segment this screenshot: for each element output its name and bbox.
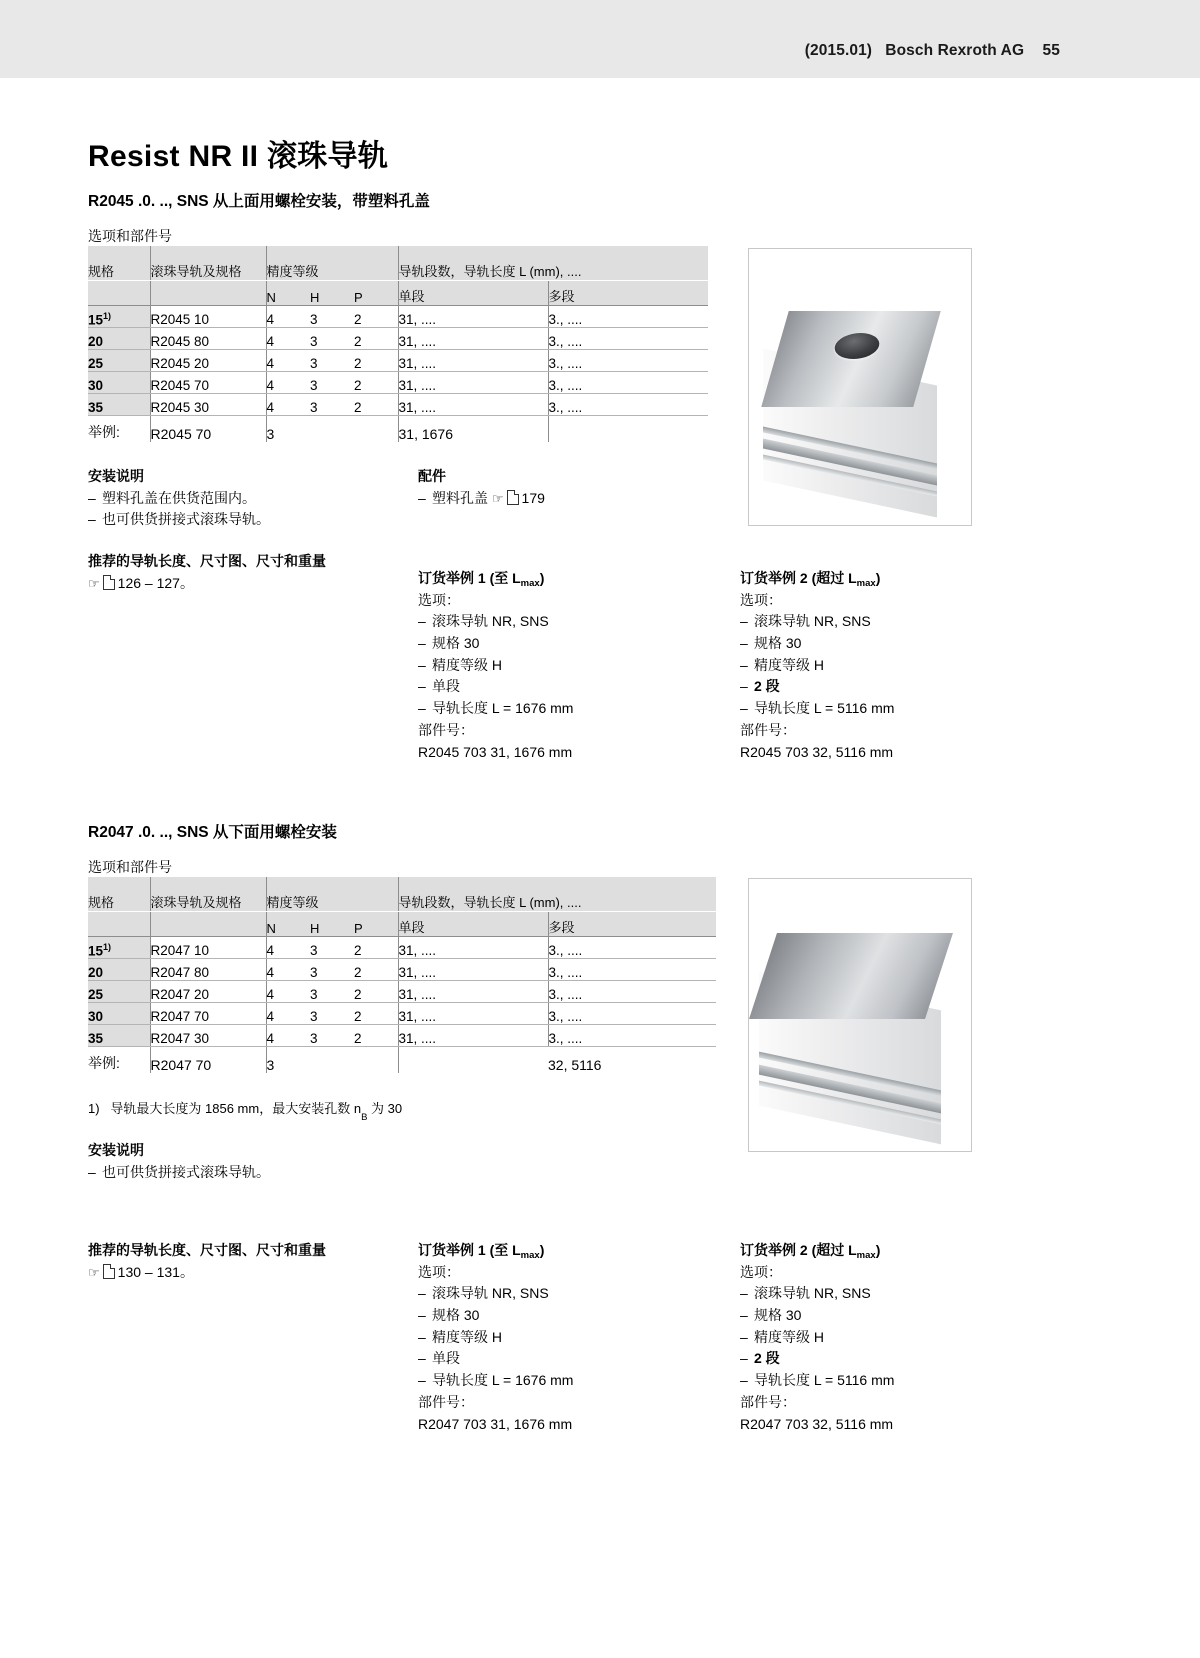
table-header-row bbox=[88, 877, 716, 912]
table-row bbox=[88, 937, 716, 959]
cell-size: 25 bbox=[88, 350, 150, 372]
order-option-item: – 2 段 bbox=[740, 678, 780, 695]
cell-part: R2045 10 bbox=[150, 306, 266, 328]
order-option-item: – 规格 30 bbox=[418, 635, 480, 652]
cell-h: 3 bbox=[310, 1003, 354, 1025]
order-option-item: – 精度等级 H bbox=[418, 1328, 502, 1345]
cell-p: 2 bbox=[354, 937, 398, 959]
footnote-subscript: B bbox=[361, 1111, 368, 1123]
order-example-title: 订货举例 1 (至 $L_{max}$) bbox=[418, 570, 545, 589]
col-header-size: 规格 bbox=[88, 246, 150, 281]
accessory-page-ref: 179 bbox=[521, 489, 545, 506]
subheader-n: N bbox=[266, 912, 310, 937]
cell-size: 15$^{1)}$ bbox=[88, 306, 150, 328]
order-option-item: – 单段 bbox=[418, 1350, 460, 1367]
recommend-title: 推荐的导轨长度、尺寸图、尺寸和重量 bbox=[88, 1242, 326, 1258]
table-caption-r2047: 选项和部件号 bbox=[88, 859, 172, 875]
product-image-r2045 bbox=[748, 248, 972, 526]
col-header-size: 规格 bbox=[88, 877, 150, 912]
subheader-blank-1 bbox=[88, 281, 150, 306]
table-row bbox=[88, 1003, 716, 1025]
cell-n: 4 bbox=[266, 959, 310, 981]
order-part-number: R2045 703 32, 5116 mm bbox=[740, 743, 894, 760]
cell-part: R2047 30 bbox=[150, 1025, 266, 1047]
order-part-number: R2045 703 31, 1676 mm bbox=[418, 743, 573, 760]
accessories-r2045 bbox=[418, 466, 545, 509]
example-length: 31, 1676 bbox=[398, 416, 548, 443]
accessory-item: – 塑料孔盖 ☞ 179 bbox=[418, 489, 545, 506]
cell-n: 4 bbox=[266, 981, 310, 1003]
cell-n: 4 bbox=[266, 350, 310, 372]
table-row bbox=[88, 328, 708, 350]
cell-h: 3 bbox=[310, 350, 354, 372]
order-part-label: 部件号： bbox=[418, 1393, 474, 1410]
subheader-p: P bbox=[354, 912, 398, 937]
subheader-n: N bbox=[266, 281, 310, 306]
order-option-item: – 精度等级 H bbox=[740, 1328, 824, 1345]
table-subheader-row bbox=[88, 912, 716, 937]
cell-part: R2045 70 bbox=[150, 372, 266, 394]
subheader-blank-2 bbox=[150, 912, 266, 937]
cell-multi: 3., .... bbox=[548, 1003, 716, 1025]
cell-part: R2045 80 bbox=[150, 328, 266, 350]
cell-single: 31, .... bbox=[398, 328, 548, 350]
cell-multi: 3., .... bbox=[548, 350, 708, 372]
section-heading-r2047: R2047 .0. .., SNS 从下面用螺栓安装 bbox=[88, 824, 337, 841]
table-example-row bbox=[88, 416, 708, 443]
order-example-title: 订货举例 2 (超过 $L_{max}$) bbox=[740, 1242, 881, 1261]
cell-p: 2 bbox=[354, 1025, 398, 1047]
col-header-accuracy: 精度等级 bbox=[266, 246, 398, 281]
order-part-number: R2047 703 31, 1676 mm bbox=[418, 1415, 573, 1432]
page-header-text bbox=[805, 42, 1060, 60]
order-options-label: 选项： bbox=[740, 1263, 782, 1280]
cell-h: 3 bbox=[310, 959, 354, 981]
order-option-item: – 规格 30 bbox=[418, 1307, 480, 1324]
order-option-item: – 滚珠导轨 NR, SNS bbox=[418, 613, 549, 630]
order-option-item: – 精度等级 H bbox=[740, 656, 824, 673]
rail-illustration bbox=[749, 879, 971, 1151]
order-option-item: – 单段 bbox=[418, 678, 460, 695]
order-example-1-r2047 bbox=[418, 1240, 573, 1435]
cell-p: 2 bbox=[354, 1003, 398, 1025]
cell-h: 3 bbox=[310, 306, 354, 328]
order-option-item: – 导轨长度 L = 5116 mm bbox=[740, 1372, 895, 1389]
example-multi: 32, 5116 bbox=[548, 1057, 602, 1073]
cell-part: R2045 20 bbox=[150, 350, 266, 372]
cell-multi: 3., .... bbox=[548, 372, 708, 394]
cell-n: 4 bbox=[266, 394, 310, 416]
accessories-title: 配件 bbox=[418, 468, 446, 484]
cell-size: 25 bbox=[88, 981, 150, 1003]
table-row bbox=[88, 1025, 716, 1047]
recommend-title: 推荐的导轨长度、尺寸图、尺寸和重量 bbox=[88, 553, 326, 569]
footnote-text-pre: 导轨最大长度为 1856 mm，最大安装孔数 n bbox=[110, 1101, 362, 1116]
col-header-length: 导轨段数，导轨长度 L (mm), .... bbox=[398, 877, 716, 912]
cell-part: R2047 70 bbox=[150, 1003, 266, 1025]
cell-h: 3 bbox=[310, 372, 354, 394]
order-option-item: – 精度等级 H bbox=[418, 656, 502, 673]
table-footnote-r2047 bbox=[88, 1098, 403, 1123]
footnote-text-post: 为 30 bbox=[367, 1101, 403, 1116]
order-options-label: 选项： bbox=[418, 591, 460, 608]
cell-h: 3 bbox=[310, 394, 354, 416]
cell-single: 31, .... bbox=[398, 350, 548, 372]
cell-h: 3 bbox=[310, 328, 354, 350]
cell-h: 3 bbox=[310, 1025, 354, 1047]
cell-single: 31, .... bbox=[398, 394, 548, 416]
cell-size: 35 bbox=[88, 1025, 150, 1047]
footnote-marker: 1) bbox=[103, 310, 112, 321]
cell-p: 2 bbox=[354, 959, 398, 981]
cell-size: 20 bbox=[88, 959, 150, 981]
cell-h: 3 bbox=[310, 981, 354, 1003]
install-note-item: – 也可供货拼接式滚珠导轨。 bbox=[88, 511, 270, 528]
product-image-r2047 bbox=[748, 878, 972, 1152]
cell-size: 20 bbox=[88, 328, 150, 350]
cell-n: 4 bbox=[266, 1025, 310, 1047]
cell-part: R2045 30 bbox=[150, 394, 266, 416]
cell-part: R2047 10 bbox=[150, 937, 266, 959]
table-example-row bbox=[88, 1047, 716, 1074]
order-example-1-r2045 bbox=[418, 568, 573, 763]
cell-multi: 3., .... bbox=[548, 981, 716, 1003]
order-option-item: – 滚珠导轨 NR, SNS bbox=[740, 613, 871, 630]
page-ref-icon bbox=[507, 490, 519, 505]
header-company: Bosch Rexroth AG bbox=[885, 42, 1025, 59]
subheader-single: 单段 bbox=[398, 281, 548, 306]
install-notes-title: 安装说明 bbox=[88, 468, 144, 484]
cell-part: R2047 20 bbox=[150, 981, 266, 1003]
install-note-item: – 也可供货拼接式滚珠导轨。 bbox=[88, 1163, 270, 1180]
subheader-single: 单段 bbox=[398, 912, 548, 937]
example-grade: 3 bbox=[266, 416, 398, 443]
example-multi bbox=[548, 416, 708, 443]
cell-size: 30 bbox=[88, 1003, 150, 1025]
header-revision: (2015.01) bbox=[804, 42, 873, 59]
table-header-row bbox=[88, 246, 708, 281]
rail-top-face bbox=[749, 933, 953, 1019]
order-option-item: – 滚珠导轨 NR, SNS bbox=[418, 1285, 549, 1302]
rail-illustration bbox=[749, 249, 971, 525]
table-row bbox=[88, 306, 708, 328]
order-option-item: – 导轨长度 L = 1676 mm bbox=[418, 1372, 574, 1389]
subheader-multi: 多段 bbox=[548, 281, 708, 306]
install-notes-r2045 bbox=[88, 466, 270, 531]
order-option-item: – 2 段 bbox=[740, 1350, 780, 1367]
order-option-item: – 规格 30 bbox=[740, 1307, 802, 1324]
cell-n: 4 bbox=[266, 328, 310, 350]
spec-table-r2045 bbox=[88, 246, 708, 442]
footnote-marker: 1) bbox=[103, 941, 112, 952]
page-header-band bbox=[0, 0, 1200, 78]
table-row bbox=[88, 981, 716, 1003]
page-ref-icon bbox=[103, 575, 115, 590]
cell-p: 2 bbox=[354, 372, 398, 394]
page-ref-icon bbox=[103, 1264, 115, 1279]
cell-multi: 3., .... bbox=[548, 328, 708, 350]
cell-part: R2047 80 bbox=[150, 959, 266, 981]
order-option-item: – 导轨长度 L = 1676 mm bbox=[418, 700, 574, 717]
cell-h: 3 bbox=[310, 937, 354, 959]
example-label: 举例: bbox=[88, 1055, 120, 1071]
cell-single: 31, .... bbox=[398, 937, 548, 959]
order-options-label: 选项： bbox=[418, 1263, 460, 1280]
cell-single: 31, .... bbox=[398, 1025, 548, 1047]
col-header-part: 滚珠导轨及规格 bbox=[150, 877, 266, 912]
recommend-pages: ☞ 130 – 131。 bbox=[88, 1263, 194, 1280]
subheader-blank-1 bbox=[88, 912, 150, 937]
subheader-multi: 多段 bbox=[548, 912, 716, 937]
cell-single: 31, .... bbox=[398, 1003, 548, 1025]
order-example-2-r2045 bbox=[740, 568, 894, 763]
col-header-accuracy: 精度等级 bbox=[266, 877, 398, 912]
order-option-item: – 滚珠导轨 NR, SNS bbox=[740, 1285, 871, 1302]
order-option-item: – 规格 30 bbox=[740, 635, 802, 652]
cell-size: 30 bbox=[88, 372, 150, 394]
col-header-part: 滚珠导轨及规格 bbox=[150, 246, 266, 281]
install-note-item: – 塑料孔盖在供货范围内。 bbox=[88, 489, 256, 506]
order-options-label: 选项： bbox=[740, 591, 782, 608]
recommend-r2045 bbox=[88, 551, 326, 594]
order-part-label: 部件号： bbox=[740, 1393, 796, 1410]
cell-multi: 3., .... bbox=[548, 1025, 716, 1047]
hand-pointer-icon: ☞ bbox=[491, 490, 504, 506]
install-notes-title: 安装说明 bbox=[88, 1142, 144, 1158]
example-part: R2045 70 bbox=[150, 416, 266, 443]
table-row bbox=[88, 959, 716, 981]
table-subheader-row bbox=[88, 281, 708, 306]
cell-p: 2 bbox=[354, 328, 398, 350]
recommend-r2047 bbox=[88, 1240, 326, 1283]
example-label: 举例: bbox=[88, 424, 120, 440]
table-row bbox=[88, 350, 708, 372]
order-part-label: 部件号： bbox=[740, 721, 796, 738]
example-length bbox=[398, 1047, 548, 1074]
cell-p: 2 bbox=[354, 981, 398, 1003]
cell-p: 2 bbox=[354, 306, 398, 328]
cell-p: 2 bbox=[354, 394, 398, 416]
table-caption-r2045: 选项和部件号 bbox=[88, 228, 172, 244]
order-option-item: – 导轨长度 L = 5116 mm bbox=[740, 700, 895, 717]
cell-single: 31, .... bbox=[398, 372, 548, 394]
rail-top-face bbox=[761, 311, 941, 407]
table-row bbox=[88, 372, 708, 394]
subheader-h: H bbox=[310, 912, 354, 937]
cell-n: 4 bbox=[266, 1003, 310, 1025]
install-notes-r2047 bbox=[88, 1140, 270, 1183]
cell-multi: 3., .... bbox=[548, 937, 716, 959]
section-heading-r2045: R2045 .0. .., SNS 从上面用螺栓安装，带塑料孔盖 bbox=[88, 193, 430, 210]
cell-multi: 3., .... bbox=[548, 394, 708, 416]
example-part: R2047 70 bbox=[150, 1047, 266, 1074]
order-part-label: 部件号： bbox=[418, 721, 474, 738]
order-part-number: R2047 703 32, 5116 mm bbox=[740, 1415, 894, 1432]
cell-single: 31, .... bbox=[398, 981, 548, 1003]
cell-size: 35 bbox=[88, 394, 150, 416]
recommend-pages: ☞ 126 – 127。 bbox=[88, 574, 194, 591]
cell-p: 2 bbox=[354, 350, 398, 372]
table-row bbox=[88, 394, 708, 416]
cell-n: 4 bbox=[266, 372, 310, 394]
cell-multi: 3., .... bbox=[548, 306, 708, 328]
order-example-title: 订货举例 1 (至 $L_{max}$) bbox=[418, 1242, 545, 1261]
order-example-2-r2047 bbox=[740, 1240, 894, 1435]
subheader-blank-2 bbox=[150, 281, 266, 306]
cell-single: 31, .... bbox=[398, 959, 548, 981]
header-page-number: 55 bbox=[1042, 42, 1060, 59]
subheader-p: P bbox=[354, 281, 398, 306]
hand-pointer-icon: ☞ bbox=[88, 1264, 100, 1280]
page-title: Resist NR II 滚珠导轨 bbox=[88, 140, 389, 173]
cell-single: 31, .... bbox=[398, 306, 548, 328]
cell-n: 4 bbox=[266, 937, 310, 959]
footnote-marker: 1) bbox=[88, 1101, 100, 1116]
cell-n: 4 bbox=[266, 306, 310, 328]
spec-table-r2047 bbox=[88, 877, 716, 1073]
subheader-h: H bbox=[310, 281, 354, 306]
col-header-length: 导轨段数，导轨长度 L (mm), .... bbox=[398, 246, 708, 281]
cell-multi: 3., .... bbox=[548, 959, 716, 981]
example-grade: 3 bbox=[266, 1047, 398, 1074]
order-example-title: 订货举例 2 (超过 $L_{max}$) bbox=[740, 570, 881, 589]
cell-size: 15$^{1)}$ bbox=[88, 937, 150, 959]
hand-pointer-icon: ☞ bbox=[88, 575, 100, 591]
